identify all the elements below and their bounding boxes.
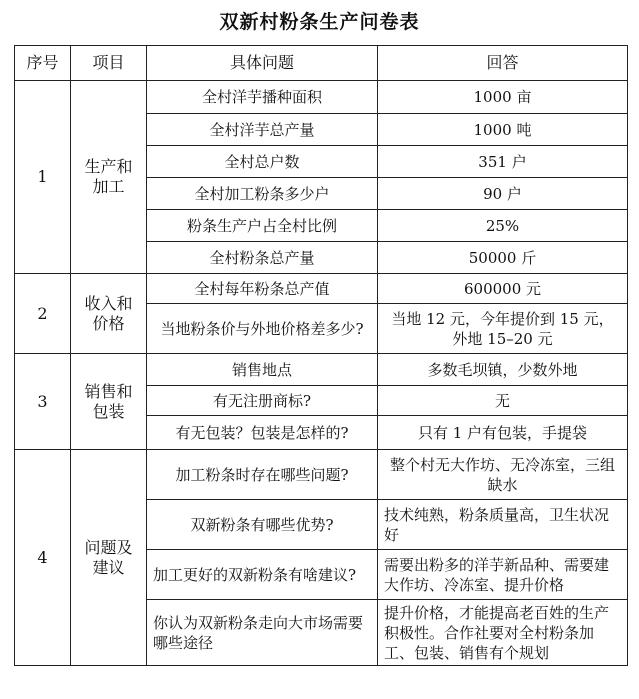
category-line: 包装: [92, 401, 125, 421]
question-cell: 双新粉条有哪些优势?: [147, 500, 378, 550]
answer-cell: 600000 元: [378, 274, 628, 304]
group-category: [71, 450, 147, 666]
question-cell: 有无注册商标?: [147, 386, 378, 416]
category-line: 收入和: [84, 293, 133, 313]
table-row: [15, 274, 628, 304]
group-category: [71, 81, 147, 274]
table-row: [15, 81, 628, 114]
answer-cell: 提升价格，才能提高老百姓的生产积极性。合作社要对全村粉条加工、包装、销售有个规划: [378, 600, 628, 666]
answer-cell: 351 户: [378, 146, 628, 178]
group-seq: 1: [15, 81, 71, 274]
group-category: [71, 354, 147, 450]
question-cell: 全村洋芋总产量: [147, 114, 378, 146]
group-seq: 4: [15, 450, 71, 666]
question-cell: 你认为双新粉条走向大市场需要哪些途径: [147, 600, 378, 666]
question-cell: 全村粉条总产量: [147, 242, 378, 274]
question-cell: 销售地点: [147, 354, 378, 386]
answer-cell: 整个村无大作坊、无冷冻室，三组缺水: [378, 450, 628, 500]
question-cell: 粉条生产户占全村比例: [147, 210, 378, 242]
header-question: 具体问题: [147, 46, 378, 81]
question-cell: 全村总户数: [147, 146, 378, 178]
answer-cell: 当地 12 元，今年提价到 15 元，外地 15–20 元: [378, 304, 628, 354]
question-cell: 全村加工粉条多少户: [147, 178, 378, 210]
question-cell: 全村每年粉条总产值: [147, 274, 378, 304]
header-item: 项目: [71, 46, 147, 81]
answer-cell: 无: [378, 386, 628, 416]
answer-cell: 需要出粉多的洋芋新品种、需要建大作坊、冷冻室、提升价格: [378, 550, 628, 600]
category-line: 问题及: [84, 537, 133, 557]
category-line: 建议: [92, 557, 125, 577]
table-row: [15, 450, 628, 500]
table-row: [15, 354, 628, 386]
category-line: 价格: [92, 313, 125, 333]
category-line: 加工: [92, 177, 125, 196]
header-answer: 回答: [378, 46, 628, 81]
category-line: 销售和: [84, 381, 133, 401]
answer-cell: 50000 斤: [378, 242, 628, 274]
answer-cell: 90 户: [378, 178, 628, 210]
header-seq: 序号: [15, 46, 71, 81]
question-cell: 全村洋芋播种面积: [147, 81, 378, 114]
question-cell: 加工粉条时存在哪些问题?: [147, 450, 378, 500]
question-cell: 当地粉条价与外地价格差多少?: [147, 304, 378, 354]
answer-cell: 1000 吨: [378, 114, 628, 146]
answer-cell: 技术纯熟，粉条质量高，卫生状况好: [378, 500, 628, 550]
page-title: 双新村粉条生产问卷表: [219, 10, 420, 33]
question-cell: 有无包装？包装是怎样的?: [147, 416, 378, 450]
answer-cell: 只有 1 户有包装，手提袋: [378, 416, 628, 450]
group-category: [71, 274, 147, 354]
group-seq: 2: [15, 274, 71, 354]
answer-cell: 25%: [378, 210, 628, 242]
answer-cell: 多数毛坝镇，少数外地: [378, 354, 628, 386]
header-row: [15, 46, 628, 81]
category-line: 生产和: [84, 157, 133, 176]
question-cell: 加工更好的双新粉条有啥建议?: [147, 550, 378, 600]
group-seq: 3: [15, 354, 71, 450]
answer-cell: 1000 亩: [378, 81, 628, 114]
survey-table: [14, 45, 628, 666]
